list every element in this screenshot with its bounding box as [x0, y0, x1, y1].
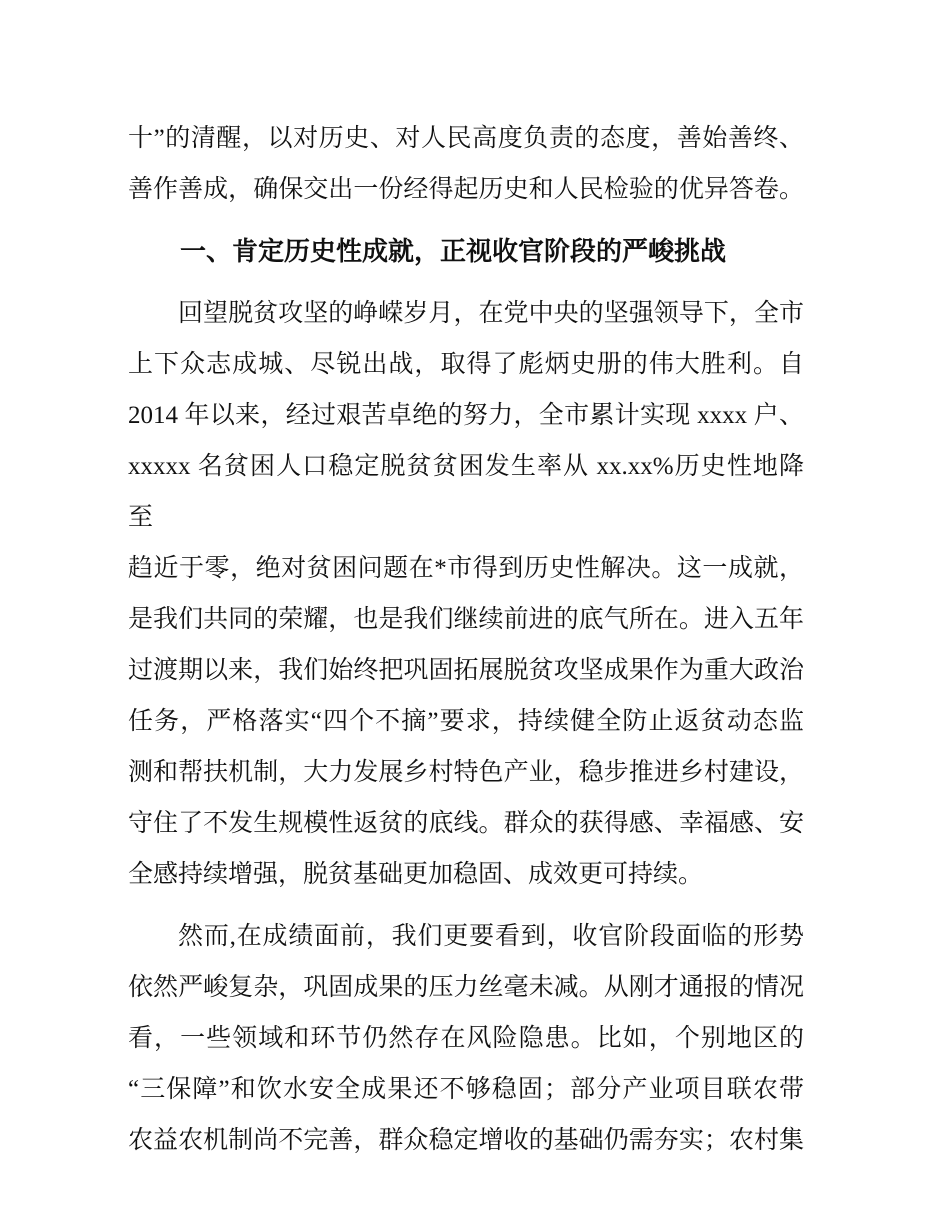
- text-line: 上下众志成城、尽锐出战，取得了彪炳史册的伟大胜利。自: [128, 351, 804, 378]
- text-line: 善作善成，确保交出一份经得起历史和人民检验的优异答卷。: [128, 176, 804, 203]
- paragraph-challenges: [128, 911, 804, 1166]
- text-line: 然而,在成绩面前，我们更要看到，收官阶段面临的形势: [178, 923, 804, 950]
- text-line: 过渡期以来，我们始终把巩固拓展脱贫攻坚成果作为重大政治: [128, 657, 804, 684]
- text-line: 测和帮扶机制，大力发展乡村特色产业，稳步推进乡村建设，: [128, 759, 804, 786]
- text-line: xxxxx 名贫困人口稳定脱贫贫困发生率从 xx.xx%历史性地降至: [128, 453, 804, 531]
- text-line: 是我们共同的荣耀，也是我们继续前进的底气所在。进入五年: [128, 606, 804, 633]
- paragraph-opening-continuation: [128, 113, 804, 215]
- text-line: 全感持续增强，脱贫基础更加稳固、成效更可持续。: [128, 861, 704, 888]
- text-line: 十”的清醒，以对历史、对人民高度负责的态度，善始善终、: [128, 125, 804, 152]
- text-line: 2014 年以来，经过艰苦卓绝的努力，全市累计实现 xxxx 户、: [128, 402, 804, 429]
- text-line: 依然严峻复杂，巩固成果的压力丝毫未减。从刚才通报的情况: [128, 974, 804, 1001]
- text-line: 一、肯定历史性成就，正视收官阶段的严峻挑战: [180, 236, 727, 266]
- text-line: 回望脱贫攻坚的峥嵘岁月，在党中央的坚强领导下，全市: [178, 300, 804, 327]
- text-line: 看，一些领域和环节仍然存在风险隐患。比如，个别地区的: [128, 1025, 804, 1052]
- text-line: 农益农机制尚不完善，群众稳定增收的基础仍需夯实；农村集: [128, 1127, 804, 1154]
- section-heading-one: [128, 226, 804, 277]
- text-line: 任务，严格落实“四个不摘”要求，持续健全防止返贫动态监: [128, 708, 804, 735]
- text-line: 趋近于零，绝对贫困问题在*市得到历史性解决。这一成就，: [128, 555, 804, 582]
- text-line: “三保障”和饮水安全成果还不够稳固；部分产业项目联农带: [128, 1076, 804, 1103]
- paragraph-achievements: [128, 288, 804, 900]
- text-line: 守住了不发生规模性返贫的底线。群众的获得感、幸福感、安: [128, 810, 804, 837]
